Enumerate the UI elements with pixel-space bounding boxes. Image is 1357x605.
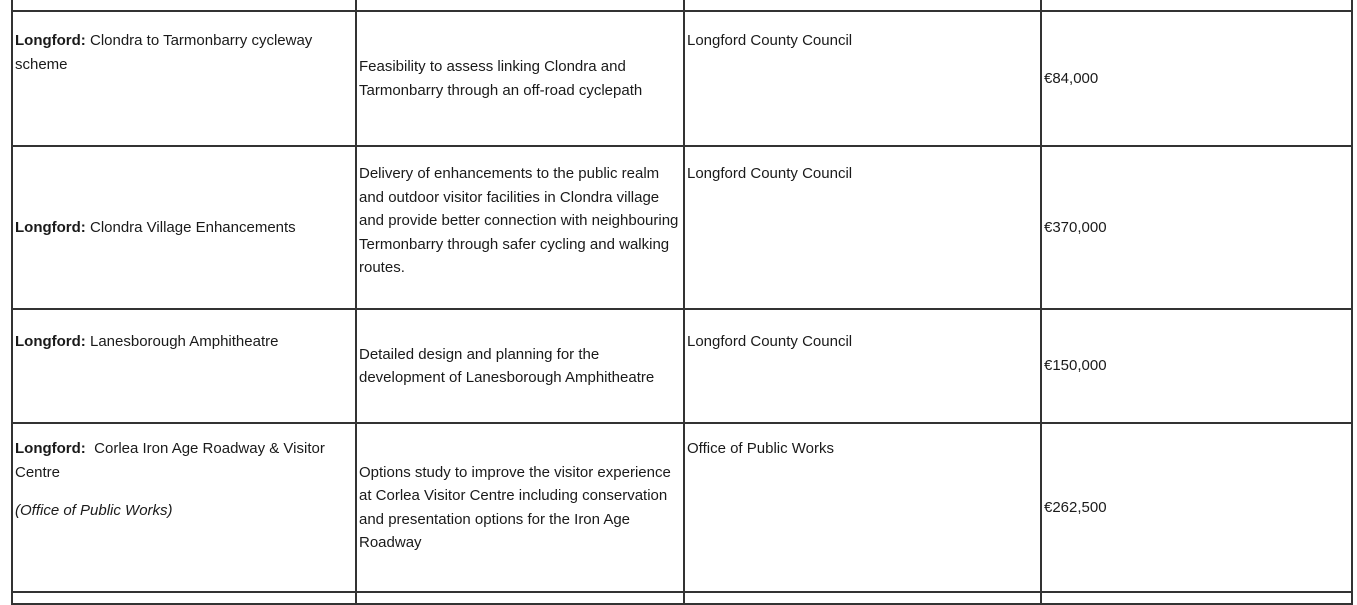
table-cell [684, 0, 1041, 11]
amount-cell [1041, 11, 1352, 146]
table-cell [356, 592, 684, 604]
table-cell [12, 592, 356, 604]
project-description: Feasibility to assess linking Clondra and Tarmonbarry through an off-road cyclepath [359, 58, 643, 99]
table-row-partial-top [12, 0, 1352, 11]
table-row [12, 309, 1352, 423]
funding-amount: €262,500 [1044, 498, 1107, 516]
description-cell [356, 11, 684, 146]
lead-body: Longford County Council [687, 32, 853, 49]
project-name: Clondra to Tarmonbarry cycleway scheme [15, 32, 313, 73]
body-cell [684, 423, 1041, 592]
funding-amount: €370,000 [1044, 218, 1107, 236]
table-cell [1041, 592, 1352, 604]
project-cell [12, 423, 356, 592]
funding-table-region [11, 0, 1351, 605]
county-label: Longford: [15, 440, 86, 457]
table-row [12, 146, 1352, 309]
project-name: Clondra Village Enhancements [85, 218, 296, 236]
funding-amount: €150,000 [1044, 357, 1107, 375]
project-name: Corlea Iron Age Roadway & Visitor Centre [15, 440, 329, 481]
table-cell [12, 0, 356, 11]
project-name: Lanesborough Amphitheatre [85, 333, 279, 350]
project-note: (Office of Public Works) [15, 502, 173, 519]
table-row-partial-bottom [12, 592, 1352, 604]
amount-cell [1041, 146, 1352, 309]
project-cell [12, 146, 356, 309]
table-row [12, 11, 1352, 146]
body-cell [684, 11, 1041, 146]
body-cell [684, 309, 1041, 423]
funding-amount: €84,000 [1044, 69, 1099, 87]
project-description: Options study to improve the visitor experience at Corlea Visitor Centre including conservation and presentation options for the Iron Age Roadway [359, 463, 671, 551]
project-description: Detailed design and planning for the development of Lanesborough Amphitheatre [359, 345, 655, 386]
table-row [12, 423, 1352, 592]
amount-cell [1041, 309, 1352, 423]
county-label: Longford: [15, 333, 86, 350]
table-cell [684, 592, 1041, 604]
project-cell [12, 309, 356, 423]
project-description: Delivery of enhancements to the public realm and outdoor visitor facilities in Clondra village and provide better connection with neighbouring Termonbarry through safer cycling and walking routes. [359, 165, 679, 276]
table-cell [1041, 0, 1352, 11]
county-label: Longford: [15, 32, 86, 49]
funding-table [11, 0, 1353, 605]
project-cell [12, 11, 356, 146]
body-cell [684, 146, 1041, 309]
lead-body: Longford County Council [687, 165, 853, 182]
description-cell [356, 146, 684, 309]
description-cell [356, 309, 684, 423]
county-label: Longford: [15, 218, 86, 236]
description-cell [356, 423, 684, 592]
lead-body: Longford County Council [687, 333, 853, 350]
amount-cell [1041, 423, 1352, 592]
table-cell [356, 0, 684, 11]
lead-body: Office of Public Works [687, 440, 834, 457]
